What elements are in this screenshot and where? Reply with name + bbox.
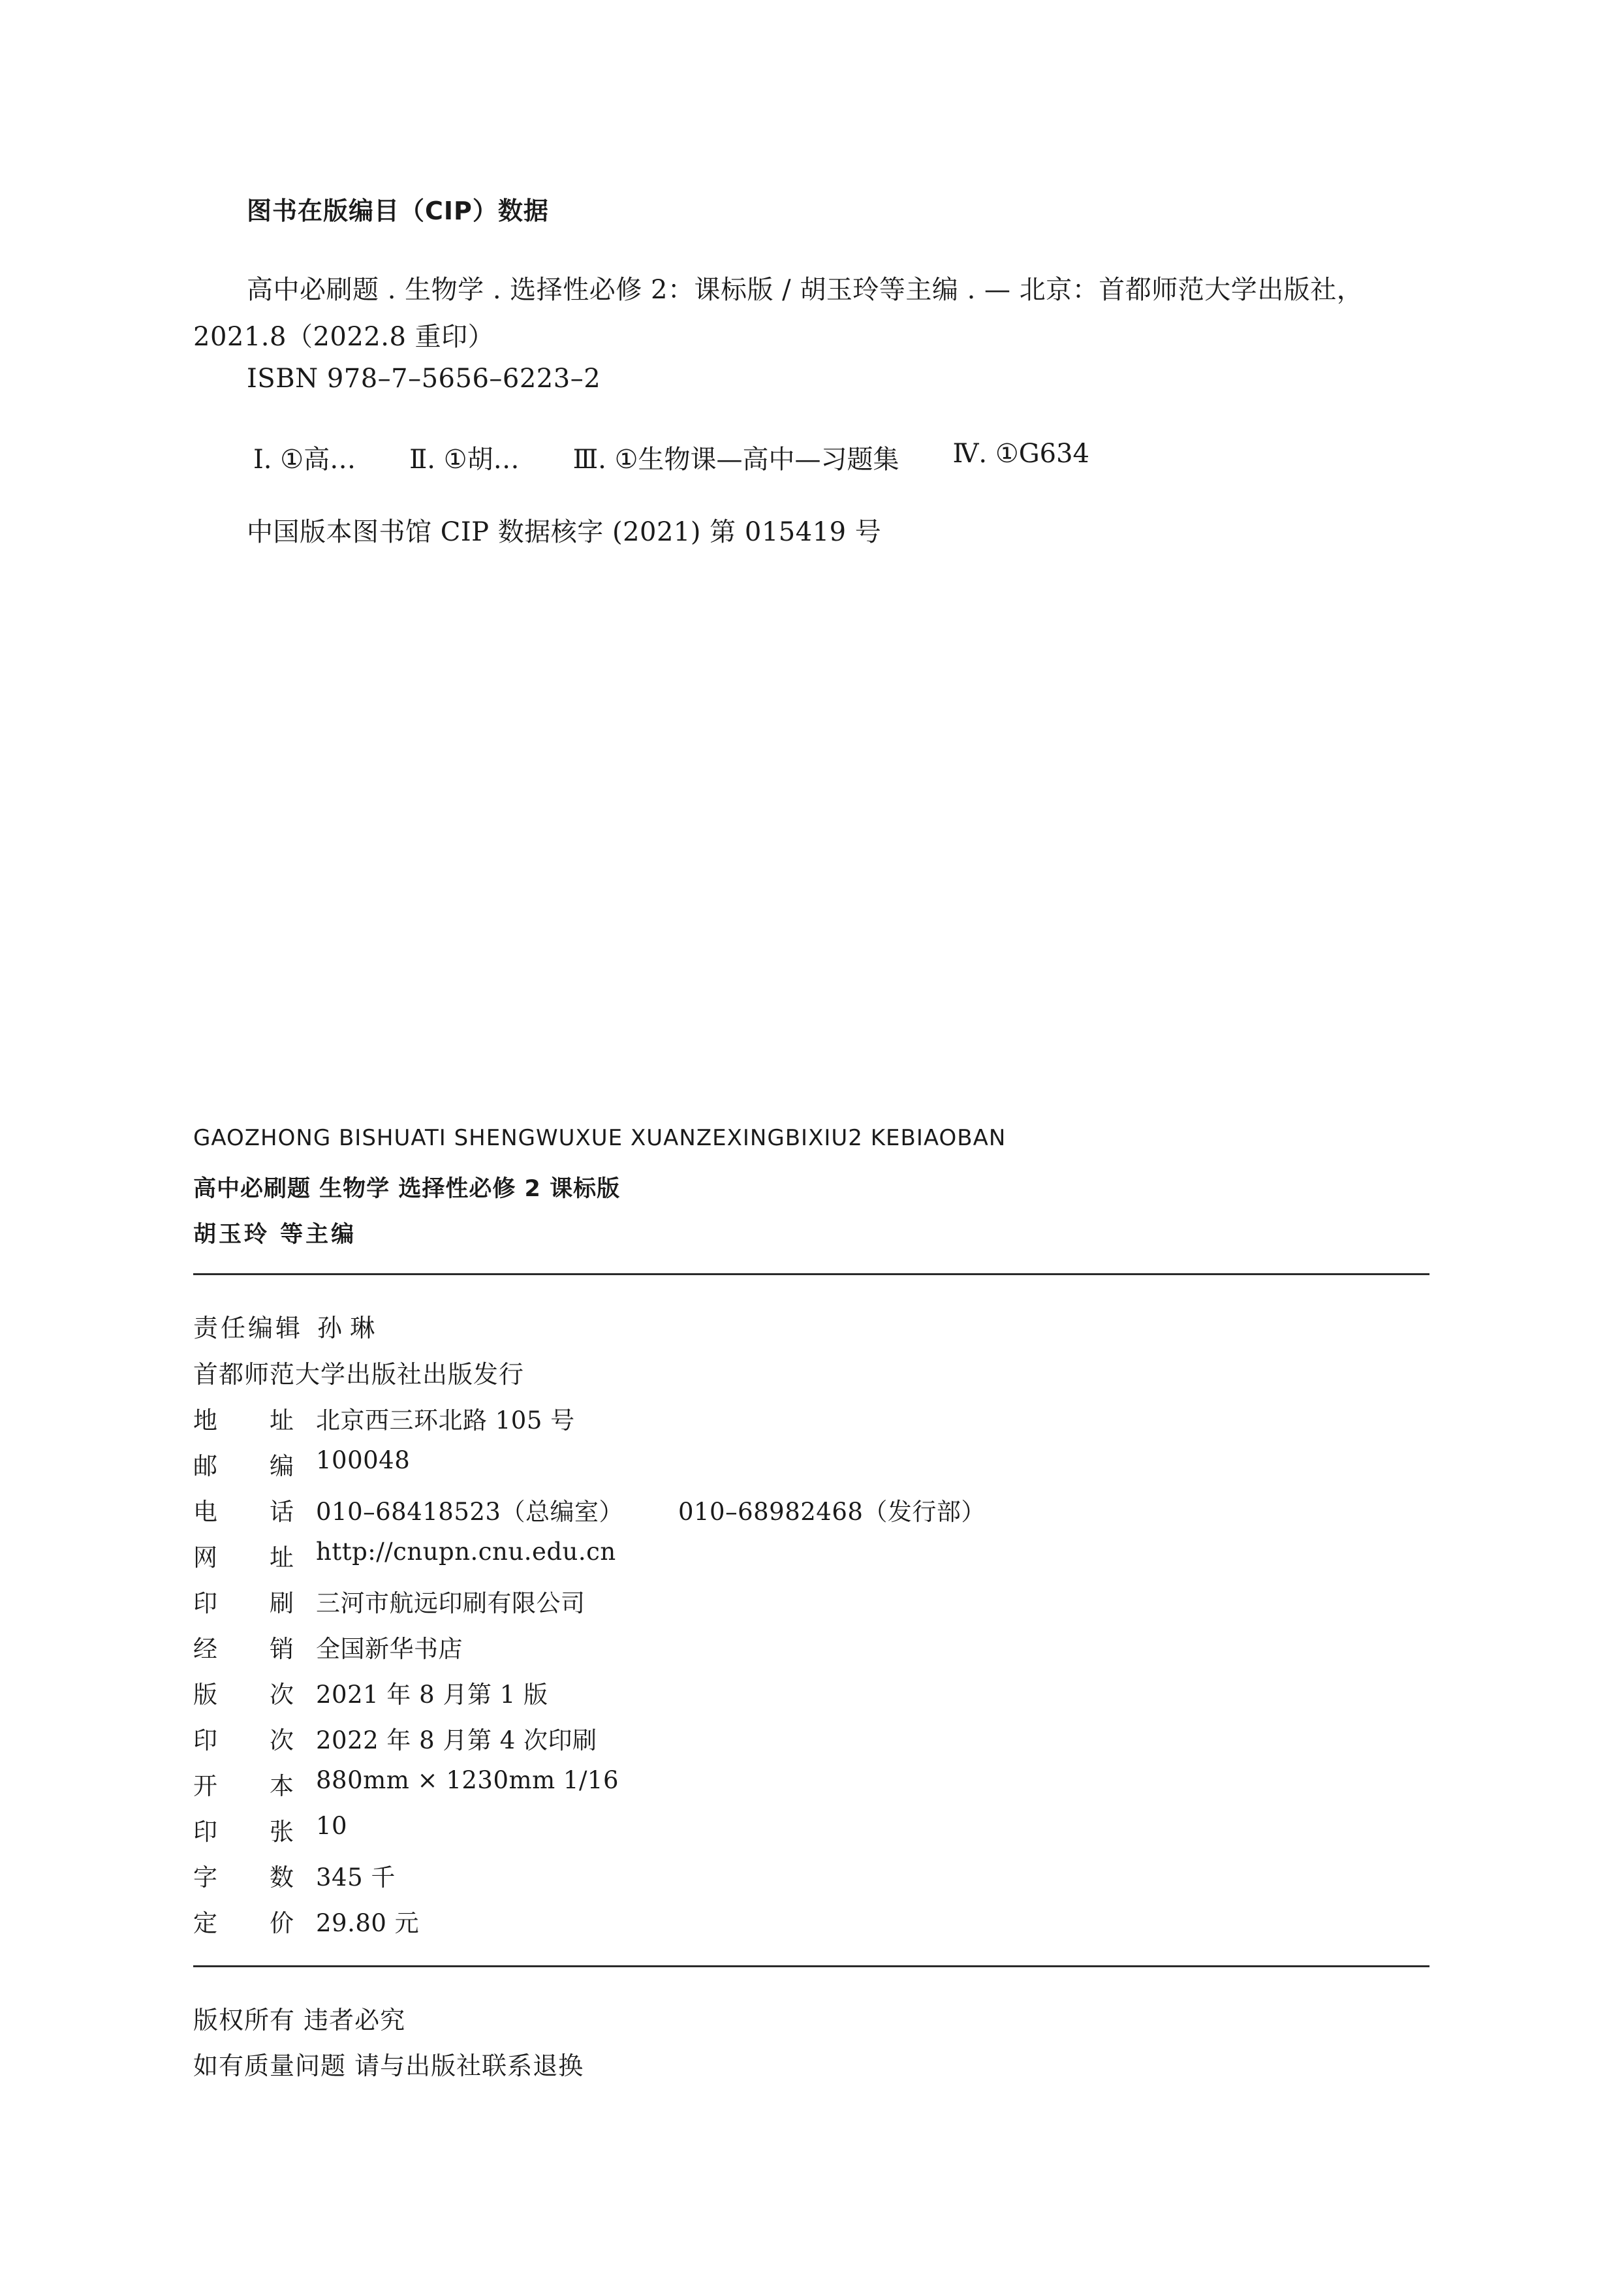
info-row-distributor: 经 销 全国新华书店 <box>193 1629 463 1664</box>
cip-title-line: 高中必刷题 . 生物学 . 选择性必修 2：课标版 / 胡玉玲等主编 . — 北京：首都师范大学出版社， <box>247 275 1364 305</box>
cip-record-number: 中国版本图书馆 CIP 数据核字 (2021) 第 015419 号 <box>247 517 882 547</box>
responsible-editor <box>193 1308 375 1344</box>
quality-notice: 如有质量问题 请与出版社联系退换 <box>193 2051 584 2080</box>
info-value: 北京西三环北路 105 号 <box>316 1406 575 1434</box>
info-row-website: 网 址 http://cnupn.cnu.edu.cn <box>193 1538 616 1572</box>
cip-class-item: Ⅰ. ①高… <box>253 445 356 475</box>
info-value: 2021 年 8 月第 1 版 <box>316 1681 548 1709</box>
cip-class-item: Ⅱ. ①胡… <box>409 445 520 475</box>
info-row-address: 地 址 北京西三环北路 105 号 <box>193 1401 575 1436</box>
cip-classification <box>253 439 1089 476</box>
publisher-line: 首都师范大学出版社出版发行 <box>193 1360 525 1389</box>
info-row-phone: 电 话 010–68418523（总编室） 010–68982468（发行部） <box>193 1492 986 1527</box>
divider-bottom <box>193 1965 1429 1967</box>
info-row-printing: 印 次 2022 年 8 月第 4 次印刷 <box>193 1720 597 1756</box>
cip-heading: 图书在版编目（CIP）数据 <box>247 197 549 225</box>
info-value: http://cnupn.cnu.edu.cn <box>316 1538 616 1566</box>
info-value: 100048 <box>316 1446 411 1474</box>
info-value: 2022 年 8 月第 4 次印刷 <box>316 1726 597 1754</box>
cip-isbn: ISBN 978–7–5656–6223–2 <box>247 364 601 394</box>
book-author: 胡玉玲 等主编 <box>193 1221 357 1248</box>
info-value: 29.80 元 <box>316 1909 420 1937</box>
info-value: 345 千 <box>316 1863 396 1892</box>
info-row-price: 定 价 29.80 元 <box>193 1903 419 1939</box>
info-row-format: 开 本 880mm × 1230mm 1/16 <box>193 1766 619 1800</box>
info-row-postcode: 邮 编 100048 <box>193 1446 411 1480</box>
cip-date-line: 2021.8（2022.8 重印） <box>193 322 495 352</box>
book-title: 高中必刷题 生物学 选择性必修 2 课标版 <box>193 1176 621 1202</box>
divider-top <box>193 1273 1429 1275</box>
info-row-wordcount: 字 数 345 千 <box>193 1858 396 1893</box>
info-value: 010–68418523（总编室） <box>316 1498 623 1526</box>
info-value: 880mm × 1230mm 1/16 <box>316 1766 619 1794</box>
info-row-printer: 印 刷 三河市航远印刷有限公司 <box>193 1583 586 1619</box>
cip-class-item: Ⅲ. ①生物课—高中—习题集 <box>572 445 899 475</box>
book-title-pinyin: GAOZHONG BISHUATI SHENGWUXUE XUANZEXINGBIXIU2 KEBIAOBAN <box>193 1125 1007 1151</box>
info-value: 三河市航远印刷有限公司 <box>316 1589 586 1617</box>
info-row-edition: 版 次 2021 年 8 月第 1 版 <box>193 1675 548 1710</box>
editor-name: 孙 琳 <box>317 1314 375 1342</box>
cip-class-item: Ⅳ. ①G634 <box>952 439 1090 469</box>
info-value: 全国新华书店 <box>316 1635 463 1663</box>
copyright-notice: 版权所有 违者必究 <box>193 2006 406 2035</box>
info-row-sheets: 印 张 10 <box>193 1812 348 1846</box>
editor-label: 责任编辑 <box>193 1314 304 1342</box>
info-value-secondary: 010–68982468（发行部） <box>678 1498 986 1526</box>
info-value: 10 <box>316 1812 348 1840</box>
